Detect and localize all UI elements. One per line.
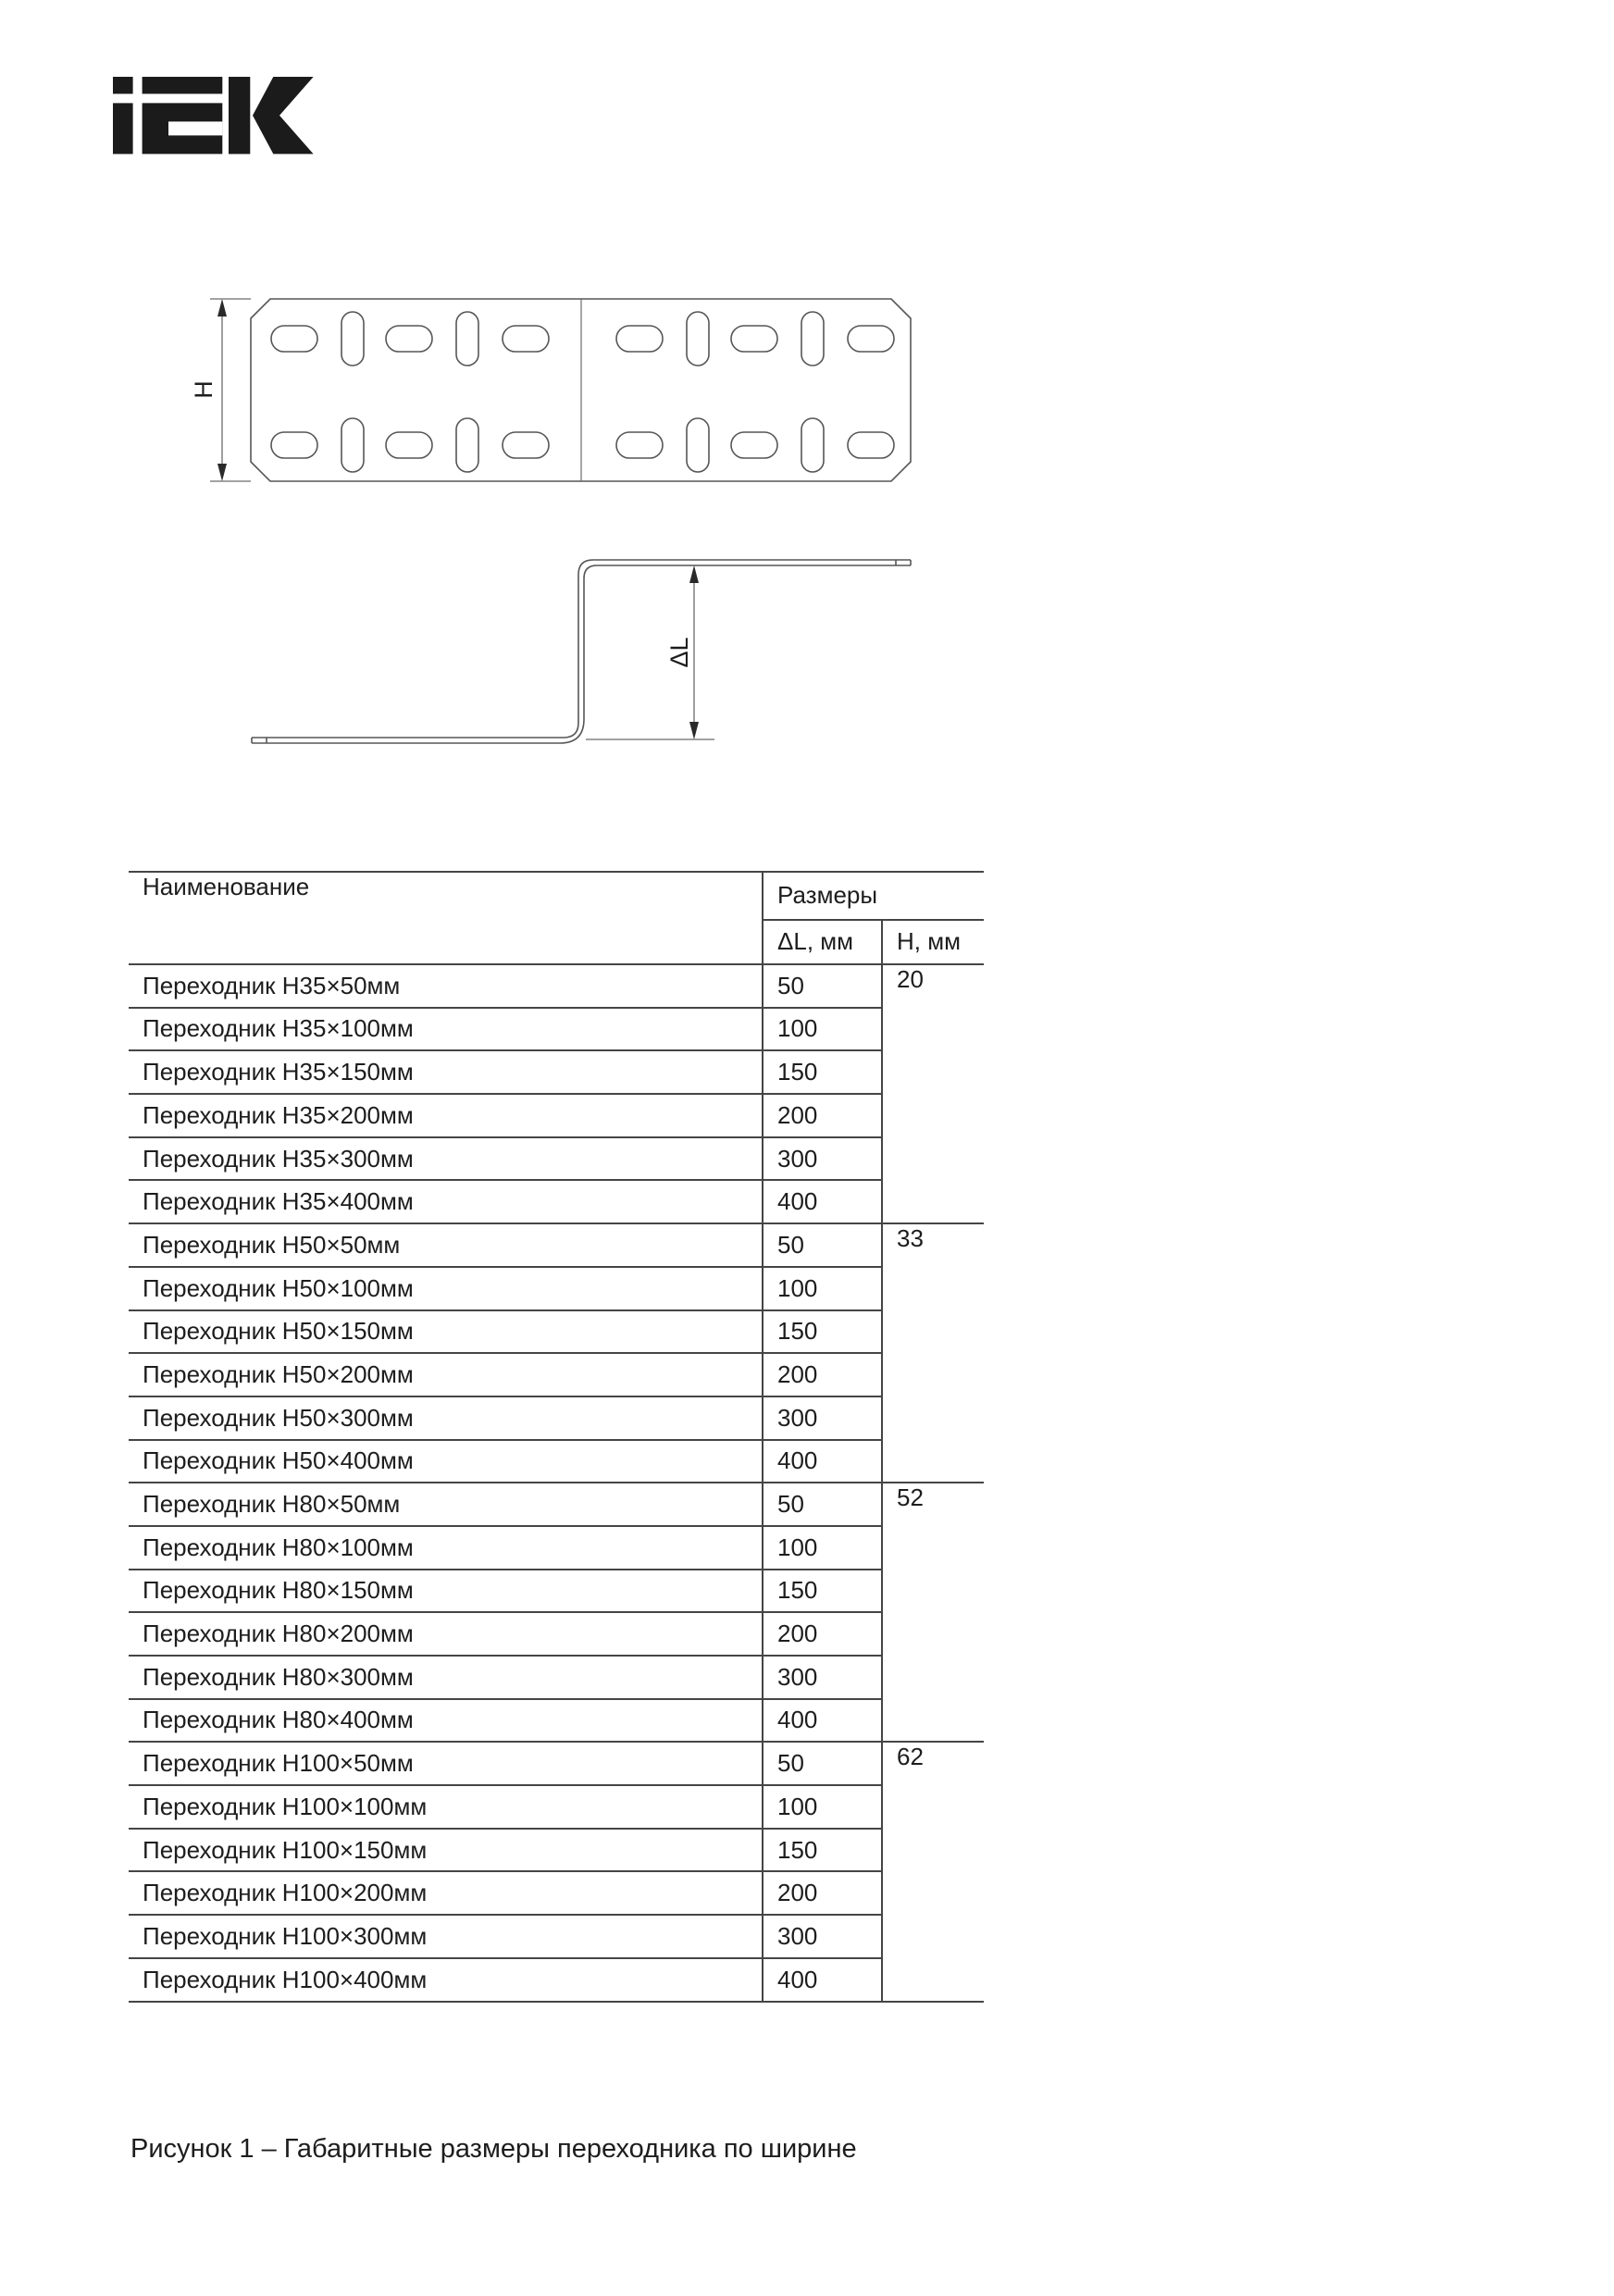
column-header-h: H, мм bbox=[882, 920, 984, 964]
product-name-cell: Переходник Н100×150мм bbox=[129, 1829, 763, 1872]
table-row bbox=[129, 1310, 984, 1354]
dl-value-cell: 200 bbox=[763, 1871, 882, 1915]
dl-value-cell: 50 bbox=[763, 1742, 882, 1785]
h-value-cell: 52 bbox=[882, 1483, 984, 1742]
product-name-cell: Переходник Н100×50мм bbox=[129, 1742, 763, 1785]
table-row bbox=[129, 1915, 984, 1958]
product-name-cell: Переходник Н35×400мм bbox=[129, 1180, 763, 1223]
dl-value-cell: 200 bbox=[763, 1612, 882, 1656]
column-header-sizes: Размеры bbox=[763, 872, 984, 920]
dl-value-cell: 300 bbox=[763, 1137, 882, 1181]
table-row bbox=[129, 1526, 984, 1570]
column-header-dl: ΔL, мм bbox=[763, 920, 882, 964]
table-row bbox=[129, 1570, 984, 1613]
dimensions-table bbox=[129, 871, 984, 2003]
table-row bbox=[129, 1267, 984, 1310]
dl-value-cell: 400 bbox=[763, 1699, 882, 1743]
product-name-cell: Переходник Н80×300мм bbox=[129, 1656, 763, 1699]
table-row bbox=[129, 1742, 984, 1785]
h-value-cell: 20 bbox=[882, 964, 984, 1223]
table-row bbox=[129, 964, 984, 1008]
table-header-row bbox=[129, 872, 984, 920]
table-row bbox=[129, 1483, 984, 1526]
product-name-cell: Переходник Н100×300мм bbox=[129, 1915, 763, 1958]
dl-value-cell: 200 bbox=[763, 1094, 882, 1137]
product-name-cell: Переходник Н50×150мм bbox=[129, 1310, 763, 1354]
product-name-cell: Переходник Н100×400мм bbox=[129, 1958, 763, 2002]
dl-value-cell: 300 bbox=[763, 1915, 882, 1958]
table-row bbox=[129, 1223, 984, 1267]
product-name-cell: Переходник Н50×300мм bbox=[129, 1396, 763, 1440]
product-name-cell: Переходник Н35×200мм bbox=[129, 1094, 763, 1137]
product-name-cell: Переходник Н80×200мм bbox=[129, 1612, 763, 1656]
table-row bbox=[129, 1699, 984, 1743]
product-name-cell: Переходник Н50×50мм bbox=[129, 1223, 763, 1267]
column-header-name: Наименование bbox=[129, 872, 763, 964]
table-row bbox=[129, 1180, 984, 1223]
plate-side-view bbox=[252, 560, 911, 743]
product-name-cell: Переходник Н35×150мм bbox=[129, 1050, 763, 1094]
table-row bbox=[129, 1656, 984, 1699]
product-name-cell: Переходник Н80×100мм bbox=[129, 1526, 763, 1570]
figure-caption: Рисунок 1 – Габаритные размеры переходника по ширине bbox=[130, 2134, 857, 2164]
product-name-cell: Переходник Н80×150мм bbox=[129, 1570, 763, 1613]
dl-value-cell: 50 bbox=[763, 1223, 882, 1267]
table-row bbox=[129, 1958, 984, 2002]
dl-value-cell: 100 bbox=[763, 1785, 882, 1829]
table-row bbox=[129, 1396, 984, 1440]
h-value-cell: 62 bbox=[882, 1742, 984, 2001]
dl-value-cell: 150 bbox=[763, 1829, 882, 1872]
dl-value-cell: 50 bbox=[763, 1483, 882, 1526]
table-row bbox=[129, 1829, 984, 1872]
dl-dimension-label: ΔL bbox=[665, 637, 694, 668]
table-row bbox=[129, 1353, 984, 1396]
table-row bbox=[129, 1094, 984, 1137]
product-name-cell: Переходник Н50×200мм bbox=[129, 1353, 763, 1396]
technical-drawing bbox=[0, 0, 1018, 814]
product-name-cell: Переходник Н100×100мм bbox=[129, 1785, 763, 1829]
h-dimension-label: H bbox=[190, 380, 218, 399]
table-row bbox=[129, 1440, 984, 1483]
dl-value-cell: 400 bbox=[763, 1958, 882, 2002]
dl-value-cell: 400 bbox=[763, 1440, 882, 1483]
product-name-cell: Переходник Н100×200мм bbox=[129, 1871, 763, 1915]
product-name-cell: Переходник Н35×300мм bbox=[129, 1137, 763, 1181]
product-name-cell: Переходник Н35×100мм bbox=[129, 1008, 763, 1051]
plate-top-view bbox=[190, 299, 911, 481]
dl-value-cell: 100 bbox=[763, 1526, 882, 1570]
table-row bbox=[129, 1050, 984, 1094]
table-row bbox=[129, 1137, 984, 1181]
table-row bbox=[129, 1612, 984, 1656]
table-row bbox=[129, 1008, 984, 1051]
dl-value-cell: 150 bbox=[763, 1570, 882, 1613]
dl-value-cell: 100 bbox=[763, 1267, 882, 1310]
dl-dimension bbox=[586, 565, 714, 739]
product-name-cell: Переходник Н50×100мм bbox=[129, 1267, 763, 1310]
dl-value-cell: 300 bbox=[763, 1656, 882, 1699]
product-name-cell: Переходник Н35×50мм bbox=[129, 964, 763, 1008]
dl-value-cell: 200 bbox=[763, 1353, 882, 1396]
table-row bbox=[129, 1785, 984, 1829]
dl-value-cell: 150 bbox=[763, 1310, 882, 1354]
table-row bbox=[129, 1871, 984, 1915]
dl-value-cell: 150 bbox=[763, 1050, 882, 1094]
product-name-cell: Переходник Н50×400мм bbox=[129, 1440, 763, 1483]
product-name-cell: Переходник Н80×50мм bbox=[129, 1483, 763, 1526]
h-dimension bbox=[190, 299, 251, 481]
dl-value-cell: 300 bbox=[763, 1396, 882, 1440]
dl-value-cell: 100 bbox=[763, 1008, 882, 1051]
dl-value-cell: 50 bbox=[763, 964, 882, 1008]
h-value-cell: 33 bbox=[882, 1223, 984, 1483]
product-name-cell: Переходник Н80×400мм bbox=[129, 1699, 763, 1743]
dl-value-cell: 400 bbox=[763, 1180, 882, 1223]
